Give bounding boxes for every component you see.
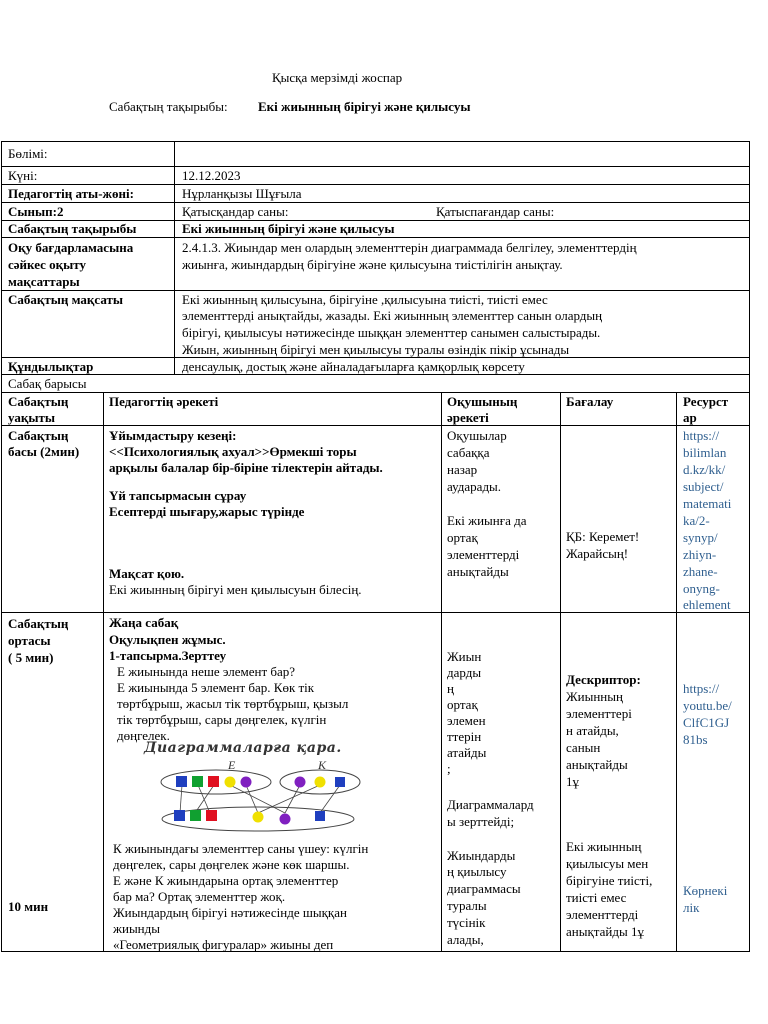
col-resource-1: Ресурст (683, 394, 729, 409)
lesson-topic-label: Сабақтың тақырыбы (8, 221, 137, 236)
start-goal-set: Мақсат қою. (109, 566, 185, 581)
middle-time-2: ортасы (8, 633, 51, 648)
middle-text-3: төртбұрыш, жасыл тік төртбұрыш, қызыл (117, 696, 349, 711)
goal-value-2: элементтерді анықтайды, жазады. Екі жиынның элементтер санын олардың (182, 308, 603, 323)
middle-task-1: 1-тапсырма.Зерттеу (109, 648, 227, 663)
start-homework-1: Үй тапсырмасын сұрау (109, 488, 247, 503)
u-red-square (206, 810, 217, 821)
middle-text2-5: Жиындардың бірігуі нәтижесінде шыққан (113, 905, 347, 920)
program-value-1: 2.4.1.3. Жиындар мен олардың элементтерін диаграммада белгілеу, элементтердің (182, 240, 637, 255)
values-value: денсаулық, достық және айналадағыларға қамқорлық көрсету (182, 359, 525, 374)
u-blue-square (174, 810, 185, 821)
progress-label: Сабақ барысы (8, 376, 87, 391)
class-label: Сынып:2 (8, 204, 64, 219)
col-resource-2: ар (683, 410, 697, 425)
date-value: 12.12.2023 (182, 168, 241, 183)
e-yellow-circle (225, 777, 236, 788)
program-value-2: жиынға, жиындардың бірігуіне және қилысуына тиістілігін анықтау. (182, 257, 563, 272)
middle-new-lesson: Жаңа сабақ (109, 615, 179, 630)
goal-value-4: Жиын, жиынның бірігуі мен қиылысуы туралы өзіндік пікір ұсынады (182, 342, 570, 357)
middle-time-extra: 10 мин (8, 899, 49, 914)
document-title: Қысқа мерзімді жоспар (272, 70, 403, 85)
teacher-label: Педагогтің аты-жөні: (8, 186, 134, 201)
section-label: Бөлімі: (8, 146, 48, 161)
middle-time-3: ( 5 мин) (8, 650, 54, 665)
start-org-1: Ұйымдастыру кезеңі: (109, 428, 237, 443)
u-blue-square-2 (315, 811, 325, 821)
e-purple-circle (241, 777, 252, 788)
u-purple-circle (280, 814, 291, 825)
goal-value-1: Екі жиынның қилысуына, бірігуіне ,қилысуына тиісті, тиісті емес (182, 292, 548, 307)
topic-label: Сабақтың тақырыбы: (109, 99, 228, 114)
u-green-square (190, 810, 201, 821)
start-time-2: басы (2мин) (8, 444, 80, 459)
lesson-topic-value: Екі жиынның бірігуі және қилысуы (182, 221, 395, 236)
e-red-square (208, 776, 219, 787)
present-label: Қатысқандар саны: (182, 204, 289, 219)
col-time-1: Сабақтың (8, 394, 69, 409)
middle-textbook: Оқулықпен жұмыс. (109, 632, 226, 647)
middle-text2-2: дөңгелек, сары дөңгелек және көк шаршы. (113, 857, 350, 872)
k-blue-square (335, 777, 345, 787)
middle-text2-6: жиынды (113, 921, 160, 936)
col-assessment: Бағалау (566, 394, 614, 409)
absent-label: Қатыспағандар саны: (436, 204, 555, 219)
start-time-1: Сабақтың (8, 428, 69, 443)
k-purple-circle (295, 777, 306, 788)
descriptor-title: Дескриптор: (566, 672, 641, 687)
start-assessment-1: ҚБ: Керемет! (566, 529, 640, 544)
middle-time-1: Сабақтың (8, 616, 69, 631)
middle-text-1: Е жиынында неше элемент бар? (117, 664, 296, 679)
diagram-sets (160, 755, 370, 835)
u-yellow-circle (253, 812, 264, 823)
middle-text-4: тік төртбұрыш, сары дөңгелек, күлгін (117, 712, 327, 727)
start-homework-2: Есептерді шығару,жарыс түрінде (109, 504, 305, 519)
col-student-1: Оқушының (447, 394, 518, 409)
start-org-2: <<Психологиялық ахуал>>Өрмекші торы (109, 444, 357, 459)
e-green-square (192, 776, 203, 787)
teacher-value: Нұрланқызы Шұғыла (182, 186, 302, 201)
middle-text2-3: Е және К жиындарына ортақ элементтер (113, 873, 339, 888)
middle-text-2: Е жиынында 5 элемент бар. Көк тік (117, 680, 315, 695)
diagram-title: Диаграммаларға қара. (144, 740, 342, 756)
start-assessment-2: Жарайсың! (566, 546, 629, 561)
middle-text2-1: К жиынындағы элементтер саны үшеу: күлгін (113, 841, 369, 856)
goal-value-3: бірігуі, қиылысуы нәтижесінде шыққан элементтер санымен салыстырады. (182, 325, 601, 340)
program-label-1: Оқу бағдарламасына (8, 240, 134, 255)
goal-label: Сабақтың мақсаты (8, 292, 124, 307)
values-label: Құндылықтар (8, 359, 94, 374)
k-yellow-circle (315, 777, 326, 788)
col-time-2: уақыты (8, 410, 56, 425)
set-e-label: E (228, 758, 236, 772)
middle-text2-7: «Геометриялық фигуралар» жиыны деп (113, 937, 334, 952)
set-k-label: K (318, 758, 327, 772)
col-student-2: әрекеті (447, 410, 489, 425)
middle-text2-4: бар ма? Ортақ элементтер жоқ. (113, 889, 286, 904)
program-label-2: сәйкес оқыту (8, 257, 86, 272)
date-label: Күні: (8, 168, 38, 183)
middle-text-5: дөңгелек. (117, 728, 170, 743)
e-blue-square (176, 776, 187, 787)
program-label-3: мақсаттары (8, 274, 80, 289)
topic-value: Екі жиынның бірігуі және қилысуы (258, 99, 471, 114)
col-teacher: Педагогтің әрекеті (109, 394, 219, 409)
start-org-3: арқылы балалар бір-біріне тілектерін айтады. (109, 460, 383, 475)
start-goal-text: Екі жиынның бірігуі мен қиылысуын білесің. (109, 582, 362, 597)
